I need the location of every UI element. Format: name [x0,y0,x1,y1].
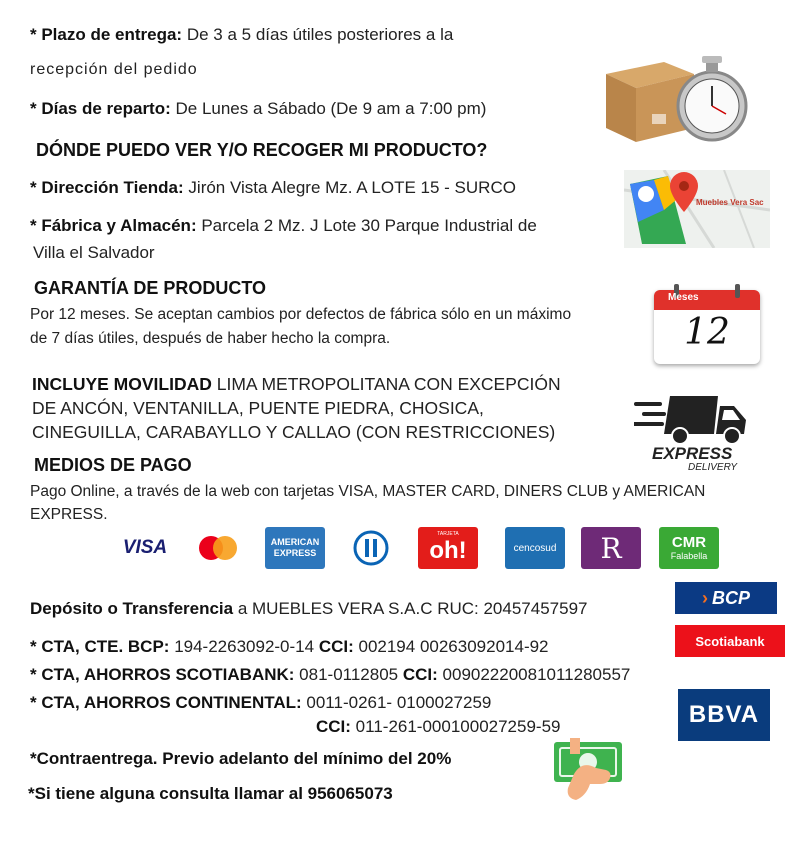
mobility-line-1 [32,372,561,396]
plazo-label: * Plazo de entrega: [30,25,183,44]
diners-club-logo [346,527,396,569]
plazo-text-2: recepción del pedido [30,61,198,78]
deposit-text: a MUEBLES VERA S.A.C RUC: 20457457597 [233,599,588,618]
continental-account-line: * CTA, AHORROS CONTINENTAL: 0011-0261- 0100027259 [30,693,492,712]
delivery-label: DELIVERY [688,462,738,473]
express-delivery-truck-icon [634,390,750,476]
google-maps-image [624,170,770,248]
bcp-account-line: * CTA, CTE. BCP: 194-2263092-0-14 CCI: 002194 00263092014-92 [30,637,549,656]
payment-line-2: EXPRESS. [30,506,108,523]
warranty-line-1: Por 12 meses. Se aceptan cambios por defectos de fábrica sólo en un máximo [30,306,572,323]
payment-line-1: Pago Online, a través de la web con tarjetas VISA, MASTER CARD, DINERS CLUB y AMERICAN [30,483,706,500]
fabrica-text: Parcela 2 Mz. J Lote 30 Parque Industrial de [196,216,537,235]
cash-hand-icon [552,732,626,804]
mobility-line-3: CINEGUILLA, CARABAYLLO Y CALLAO (CON RESTRICCIONES) [32,422,556,442]
tienda-label: * Dirección Tienda: [30,178,184,197]
calendar-icon [654,284,760,364]
fabrica-line [30,215,537,237]
fabrica-label: * Fábrica y Almacén: [30,216,197,235]
location-heading: DÓNDE PUEDO VER Y/O RECOGER MI PRODUCTO? [36,140,488,160]
scotiabank-account-line: * CTA, AHORROS SCOTIABANK: 081-0112805 CCI: 00902220081011280557 [30,665,631,684]
mastercard-logo [190,527,246,569]
calendar-number: 12 [684,312,730,353]
box-stopwatch-image [594,34,754,150]
fabrica-text-2: Villa el Salvador [33,243,155,262]
dias-text: De Lunes a Sábado (De 9 am a 7:00 pm) [170,99,487,118]
consulta-text: *Si tiene alguna consulta llamar al 956065073 [28,784,393,803]
cmr-falabella-logo: CMR Falabella [659,527,719,569]
map-label: Muebles Vera Sac [696,198,764,207]
plazo-line [30,24,453,46]
scotiabank-logo: Scotiabank [675,625,785,657]
deposit-label: Depósito o Transferencia [30,599,234,618]
oh-card-logo: TARJETA oh! [418,527,478,569]
payment-heading: MEDIOS DE PAGO [34,455,192,475]
calendar-month: Meses [668,292,699,303]
dias-line [30,98,486,120]
dias-label: * Días de reparto: [30,99,171,118]
mobility-text-1: LIMA METROPOLITANA CON EXCEPCIÓN [211,374,561,394]
tienda-line [30,177,516,199]
american-express-logo: AMERICAN EXPRESS [265,527,325,569]
cencosud-logo: cencosud [505,527,565,569]
bcp-logo: › BCP [675,582,777,614]
ripley-logo: R [581,527,641,569]
tienda-text: Jirón Vista Alegre Mz. A LOTE 15 - SURCO [183,178,516,197]
express-label: EXPRESS [652,444,733,463]
warranty-heading: GARANTÍA DE PRODUCTO [34,278,267,298]
contraentrega-text: *Contraentrega. Previo adelanto del mínimo del 20% [30,749,452,768]
deposit-line [30,598,587,620]
bbva-logo: BBVA [678,689,770,741]
plazo-text: De 3 a 5 días útiles posteriores a la [182,25,454,44]
mobility-line-2: DE ANCÓN, VENTANILLA, PUENTE PIEDRA, CHOSICA, [32,398,484,418]
mobility-bold: INCLUYE MOVILIDAD [32,374,212,394]
visa-logo: VISA [122,537,168,558]
continental-cci-line: CCI: 011-261-000100027259-59 [316,717,561,736]
warranty-line-2: de 7 días útiles, después de haber hecho la compra. [30,330,391,347]
